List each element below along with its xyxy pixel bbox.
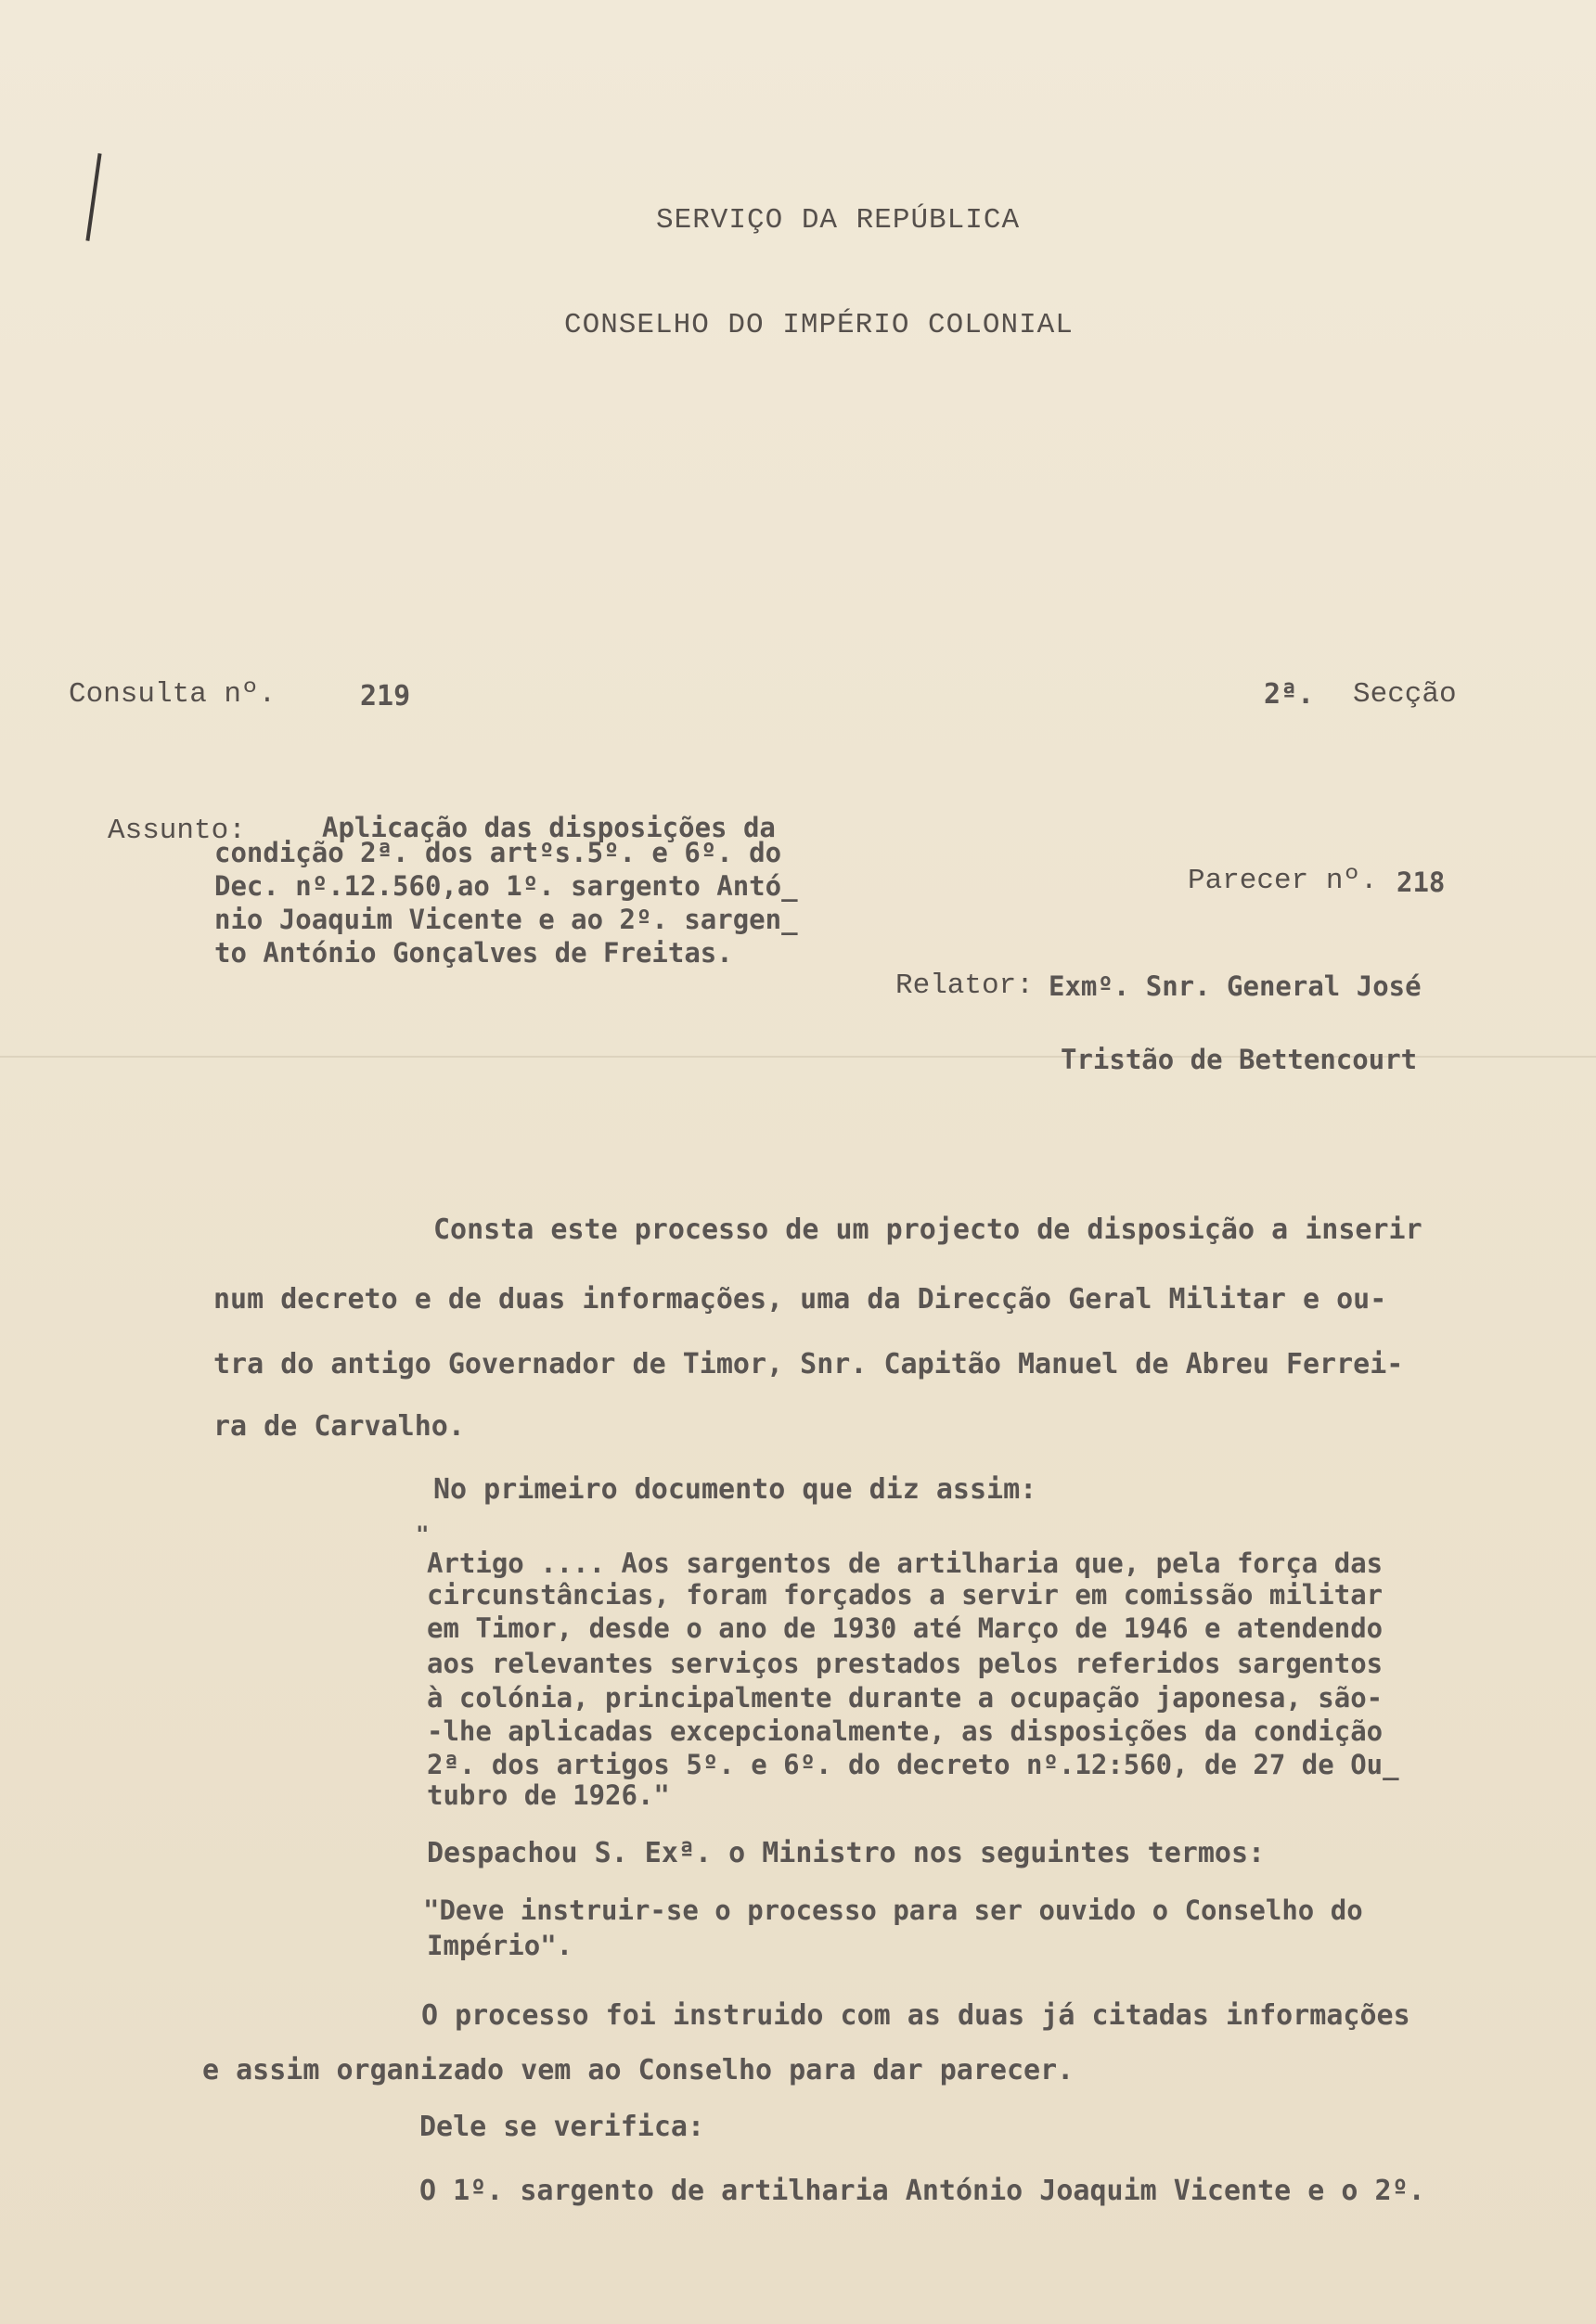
assunto-line: nio Joaquim Vicente e ao 2º. sargen_: [214, 904, 798, 935]
body-line: num decreto e de duas informações, uma da Direcção Geral Militar e ou-: [213, 1283, 1387, 1316]
quote-line: "Deve instruir-se o processo para ser ouvido o Conselho do: [423, 1894, 1363, 1926]
consulta-number: 219: [360, 680, 411, 713]
quote-line: à colónia, principalmente durante a ocupação japonesa, são-: [427, 1682, 1384, 1714]
body-line: O processo foi instruido com as duas já citadas informações: [421, 1999, 1410, 2032]
body-line: No primeiro documento que diz assim:: [433, 1473, 1037, 1506]
assunto-label: Assunto:: [108, 815, 246, 847]
assunto-line: Dec. nº.12.560,ao 1º. sargento Antó_: [214, 870, 798, 902]
body-line: e assim organizado vem ao Conselho para dar parecer.: [202, 2054, 1075, 2086]
body-line: tra do antigo Governador de Timor, Snr. Capitão Manuel de Abreu Ferrei-: [213, 1348, 1404, 1380]
body-line: Despachou S. Exª. o Ministro nos seguintes termos:: [427, 1837, 1266, 1869]
letterhead-line-1: SERVIÇO DA REPÚBLICA: [656, 204, 1021, 237]
body-line: ra de Carvalho.: [213, 1410, 465, 1443]
quote-line: Império".: [427, 1930, 573, 1961]
relator-name-line-2: Tristão de Bettencourt: [1061, 1044, 1418, 1075]
seccao-label: Secção: [1353, 678, 1457, 711]
letterhead-line-2: CONSELHO DO IMPÉRIO COLONIAL: [564, 309, 1074, 341]
quote-line: Artigo .... Aos sargentos de artilharia que, pela força das: [427, 1547, 1384, 1579]
relator-name-line-1: Exmº. Snr. General José: [1049, 970, 1422, 1002]
quote-line: tubro de 1926.": [427, 1779, 670, 1811]
margin-pencil-mark: [85, 153, 101, 241]
parecer-number: 218: [1396, 867, 1446, 898]
parecer-label: Parecer nº.: [1188, 865, 1378, 897]
quote-line: em Timor, desde o ano de 1930 até Março de 1946 e atendendo: [427, 1612, 1384, 1644]
quote-mark: ": [416, 1522, 430, 1547]
quote-line: 2ª. dos artigos 5º. e 6º. do decreto nº.12:560, de 27 de Ou_: [427, 1749, 1399, 1780]
assunto-line: condição 2ª. dos artºs.5º. e 6º. do: [214, 837, 782, 868]
quote-line: -lhe aplicadas excepcionalmente, as disposições da condição: [427, 1715, 1384, 1747]
body-line: Consta este processo de um projecto de disposição a inserir: [433, 1213, 1422, 1246]
relator-label: Relator:: [895, 969, 1034, 1002]
body-line: Dele se verifica:: [419, 2111, 705, 2143]
assunto-line: Aplicação das disposições da: [322, 812, 776, 843]
body-line: O 1º. sargento de artilharia António Joaquim Vicente e o 2º.: [419, 2175, 1425, 2207]
assunto-line: to António Gonçalves de Freitas.: [214, 937, 733, 969]
quote-line: circunstâncias, foram forçados a servir em comissão militar: [427, 1579, 1384, 1611]
consulta-label: Consulta nº.: [69, 678, 277, 711]
quote-line: aos relevantes serviços prestados pelos referidos sargentos: [427, 1648, 1384, 1679]
seccao-number: 2ª.: [1264, 678, 1315, 711]
